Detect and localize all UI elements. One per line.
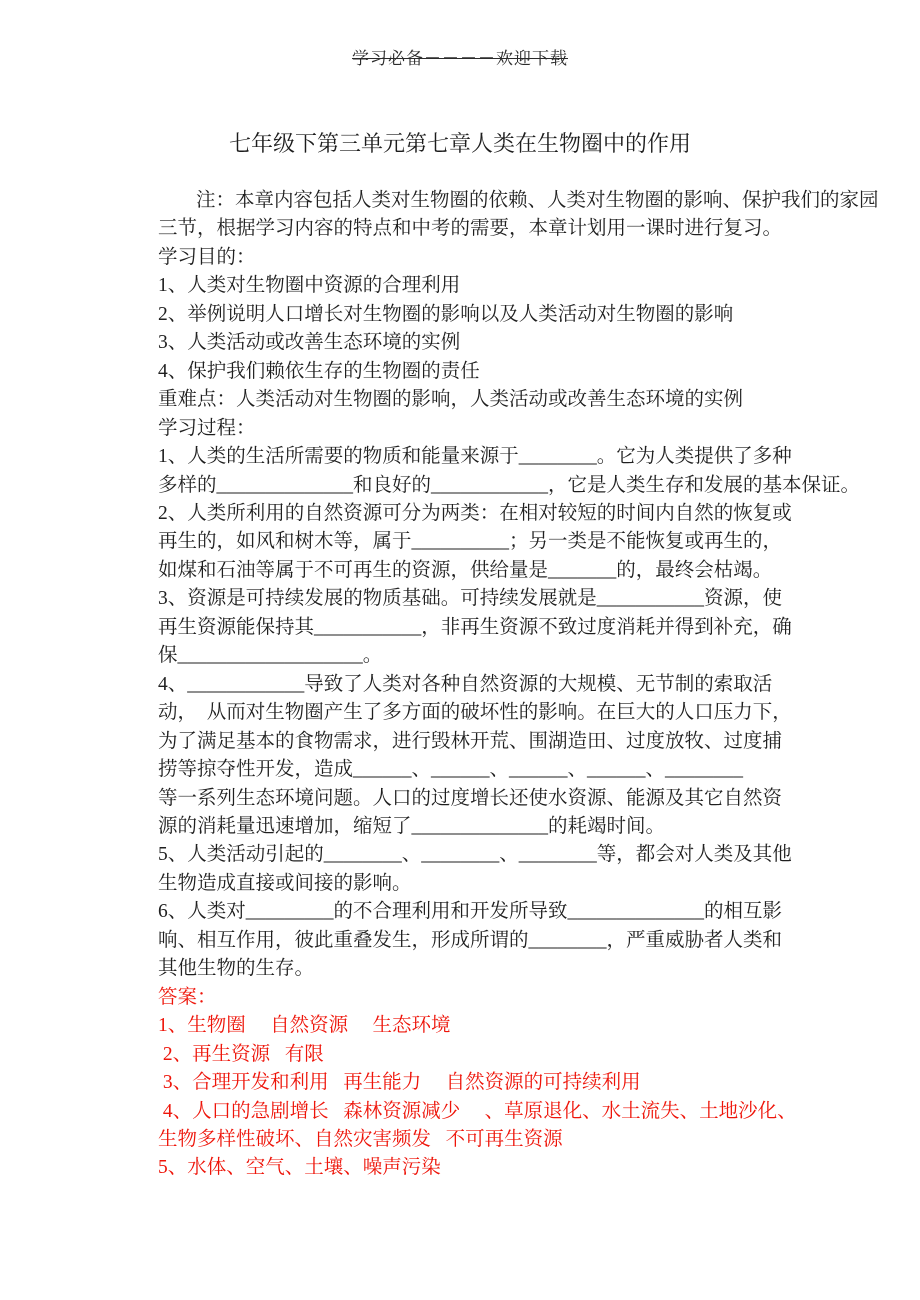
question-line: 6、人类对_________的不合理利用和开发所导致______________的相互影 xyxy=(158,901,783,923)
question-line: 为了满足基本的食物需求，进行毁林开荒、围湖造田、过度放牧、过度捕 xyxy=(158,730,783,752)
objectives-heading: 学习目的： xyxy=(158,246,256,268)
question-line: 5、人类活动引起的________、________、________等，都会对人类及其他 xyxy=(158,844,792,866)
objective-item: 2、举例说明人口增长对生物圈的影响以及人类活动对生物圈的影响 xyxy=(158,303,734,325)
question-line: 再生资源能保持其___________，非再生资源不致过度消耗并得到补充，确 xyxy=(158,616,792,638)
question-line: 多样的______________和良好的____________，它是人类生存和发展的基本保证。 xyxy=(158,474,861,496)
answer-line: 3、合理开发和利用 再生能力 自然资源的可持续利用 xyxy=(158,1072,641,1094)
objective-item: 4、保护我们赖依生存的生物圈的责任 xyxy=(158,360,480,382)
process-heading: 学习过程： xyxy=(158,417,256,439)
question-line: 2、人类所利用的自然资源可分为两类：在相对较短的时间内自然的恢复或 xyxy=(158,502,792,524)
objective-item: 3、人类活动或改善生态环境的实例 xyxy=(158,332,461,354)
question-line: 3、资源是可持续发展的物质基础。可持续发展就是___________资源，使 xyxy=(158,588,783,610)
answer-line: 生物多样性破坏、自然灾害频发 不可再生资源 xyxy=(158,1128,563,1150)
note-line: 注：本章内容包括人类对生物圈的依赖、人类对生物圈的影响、保护我们的家园 xyxy=(196,190,879,211)
question-line: 4、____________导致了人类对各种自然资源的大规模、无节制的索取活 xyxy=(158,673,773,695)
question-line: 再生的，如风和树木等，属于__________；另一类是不能恢复或再生的， xyxy=(158,531,783,553)
question-line: 1、人类的生活所需要的物质和能量来源于________。它为人类提供了多种 xyxy=(158,446,792,468)
question-line: 响、相互作用，彼此重叠发生，形成所谓的________，严重威胁者人类和 xyxy=(158,929,783,951)
note-line: 三节，根据学习内容的特点和中考的需要，本章计划用一课时进行复习。 xyxy=(158,218,783,240)
document-body xyxy=(158,187,879,1183)
question-line: 动， 从而对生物圈产生了多方面的破坏性的影响。在巨大的人口压力下， xyxy=(158,702,792,724)
question-line: 等一系列生态环境问题。人口的过度增长还使水资源、能源及其它自然资 xyxy=(158,787,783,809)
answer-line: 4、人口的急剧增长 森林资源减少 、草原退化、水土流失、土地沙化、 xyxy=(158,1100,797,1122)
key-points-line: 重难点：人类活动对生物圈的影响，人类活动或改善生态环境的实例 xyxy=(158,389,744,411)
header-watermark: 学习必备－－－－欢迎下载 xyxy=(352,49,568,68)
question-line: 生物造成直接或间接的影响。 xyxy=(158,872,412,894)
question-line: 保___________________。 xyxy=(158,645,383,667)
answer-line: 1、生物圈 自然资源 生态环境 xyxy=(158,1015,451,1037)
question-line: 捞等掠夺性开发，造成______、______、______、______、________ xyxy=(158,759,744,781)
answer-line: 2、再生资源 有限 xyxy=(158,1043,324,1065)
answers-section xyxy=(158,984,808,1183)
answer-line: 5、水体、空气、土壤、噪声污染 xyxy=(158,1157,441,1179)
question-line: 其他生物的生存。 xyxy=(158,958,315,980)
objective-item: 1、人类对生物圈中资源的合理利用 xyxy=(158,275,461,297)
question-line: 如煤和石油等属于不可再生的资源，供给量是_______的，最终会枯竭。 xyxy=(158,559,773,581)
document-title: 七年级下第三单元第七章人类在生物圈中的作用 xyxy=(228,131,691,156)
answers-heading: 答案： xyxy=(158,986,217,1008)
question-line: 源的消耗量迅速增加，缩短了______________的耗竭时间。 xyxy=(158,815,666,837)
